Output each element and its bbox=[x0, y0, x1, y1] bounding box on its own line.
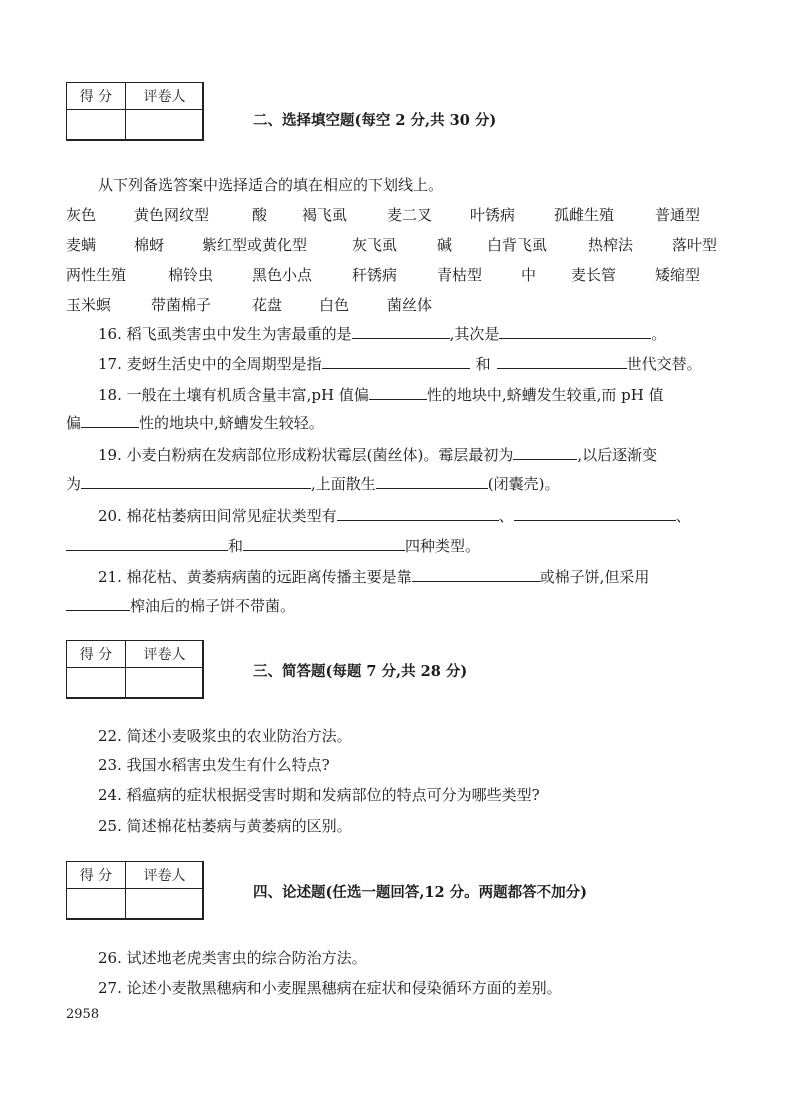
option: 麦二叉 bbox=[387, 206, 433, 224]
option: 灰飞虱 bbox=[352, 236, 398, 254]
score-box-section3 bbox=[66, 640, 203, 698]
question-24: 24. 稻瘟病的症状根据受害时期和发病部位的特点可分为哪些类型? bbox=[98, 786, 540, 804]
grader-cell[interactable] bbox=[126, 109, 203, 140]
section3-title: 三、简答题(每题 7 分,共 28 分) bbox=[253, 663, 468, 680]
question-18: 18. 一般在土壤有机质含量丰富,pH 值偏 性的地块中,蛴螬发生较重,而 pH 值 bbox=[98, 386, 664, 404]
score-cell[interactable] bbox=[66, 109, 126, 140]
grader-label: 评卷人 bbox=[126, 640, 203, 667]
option: 碱 bbox=[437, 236, 453, 254]
answer-blank[interactable] bbox=[497, 354, 627, 369]
answer-blank[interactable] bbox=[376, 474, 488, 489]
score-label: 得 分 bbox=[66, 640, 126, 667]
answer-blank[interactable] bbox=[322, 354, 470, 369]
option: 紫红型或黄化型 bbox=[202, 236, 308, 254]
score-cell[interactable] bbox=[66, 888, 126, 919]
option: 黄色网纹型 bbox=[134, 206, 210, 224]
page-number: 2958 bbox=[66, 1007, 100, 1022]
answer-blank[interactable] bbox=[66, 596, 130, 611]
question-20: 20. 棉花枯萎病田间常见症状类型有 、 、 bbox=[98, 507, 691, 525]
score-label: 得 分 bbox=[66, 82, 126, 109]
section2-instruction: 从下列备选答案中选择适合的填在相应的下划线上。 bbox=[98, 176, 444, 194]
option: 热榨法 bbox=[588, 236, 634, 254]
question-19-cont: 为 ,上面散生 (闭囊壳)。 bbox=[66, 475, 560, 493]
question-19: 19. 小麦白粉病在发病部位形成粉状霉层(菌丝体)。霉层最初为 ,以后逐渐变 bbox=[98, 446, 658, 464]
option: 玉米螟 bbox=[66, 296, 112, 314]
answer-blank[interactable] bbox=[514, 506, 676, 521]
answer-blank[interactable] bbox=[337, 506, 499, 521]
option: 矮缩型 bbox=[655, 266, 701, 284]
question-18-cont: 偏 性的地块中,蛴螬发生较轻。 bbox=[66, 414, 324, 432]
grader-cell[interactable] bbox=[126, 667, 203, 698]
question-26: 26. 试述地老虎类害虫的综合防治方法。 bbox=[98, 949, 367, 967]
question-17: 17. 麦蚜生活史中的全周期型是指 和 世代交替。 bbox=[98, 355, 702, 373]
question-22: 22. 简述小麦吸浆虫的农业防治方法。 bbox=[98, 727, 352, 745]
answer-blank[interactable] bbox=[66, 536, 228, 551]
option: 花盘 bbox=[252, 296, 283, 314]
option: 灰色 bbox=[66, 206, 97, 224]
question-20-cont: 和 四种类型。 bbox=[66, 536, 480, 556]
option: 秆锈病 bbox=[352, 266, 398, 284]
option: 棉蚜 bbox=[134, 236, 165, 254]
option: 两性生殖 bbox=[66, 266, 127, 284]
option: 带菌棉子 bbox=[151, 296, 212, 314]
score-box-section4 bbox=[66, 861, 203, 919]
question-25: 25. 简述棉花枯萎病与黄萎病的区别。 bbox=[98, 817, 352, 835]
option: 褐飞虱 bbox=[302, 206, 348, 224]
answer-blank[interactable] bbox=[412, 567, 540, 582]
option: 麦螨 bbox=[66, 236, 97, 254]
option: 白色 bbox=[319, 296, 350, 314]
grader-label: 评卷人 bbox=[126, 82, 203, 109]
answer-blank[interactable] bbox=[81, 413, 139, 428]
grader-cell[interactable] bbox=[126, 888, 203, 919]
option: 孤雌生殖 bbox=[554, 206, 615, 224]
option: 普通型 bbox=[655, 206, 701, 224]
option: 菌丝体 bbox=[387, 296, 433, 314]
answer-blank[interactable] bbox=[352, 324, 450, 339]
score-box-section2 bbox=[66, 82, 203, 140]
option: 叶锈病 bbox=[470, 206, 516, 224]
section4-title: 四、论述题(任选一题回答,12 分。两题都答不加分) bbox=[253, 884, 587, 901]
answer-blank[interactable] bbox=[513, 445, 577, 460]
answer-blank[interactable] bbox=[243, 536, 405, 551]
option: 棉铃虫 bbox=[168, 266, 214, 284]
question-16: 16. 稻飞虱类害虫中发生为害最重的是 ,其次是 。 bbox=[98, 325, 667, 343]
option: 中 bbox=[521, 266, 537, 284]
score-label: 得 分 bbox=[66, 861, 126, 888]
question-21-cont: 榨油后的棉子饼不带菌。 bbox=[66, 596, 295, 616]
option: 麦长管 bbox=[571, 266, 617, 284]
section2-title: 二、选择填空题(每空 2 分,共 30 分) bbox=[253, 112, 497, 129]
option: 白背飞虱 bbox=[487, 236, 548, 254]
question-21: 21. 棉花枯、黄萎病病菌的远距离传播主要是靠 或棉子饼,但采用 bbox=[98, 568, 650, 586]
answer-blank[interactable] bbox=[499, 324, 651, 339]
option: 落叶型 bbox=[672, 236, 718, 254]
answer-blank[interactable] bbox=[369, 385, 427, 400]
answer-blank[interactable] bbox=[81, 474, 311, 489]
question-23: 23. 我国水稻害虫发生有什么特点? bbox=[98, 756, 330, 774]
option: 黑色小点 bbox=[252, 266, 313, 284]
option: 酸 bbox=[252, 206, 268, 224]
question-27: 27. 论述小麦散黑穗病和小麦腥黑穗病在症状和侵染循环方面的差别。 bbox=[98, 979, 562, 997]
option: 青枯型 bbox=[437, 266, 483, 284]
grader-label: 评卷人 bbox=[126, 861, 203, 888]
score-cell[interactable] bbox=[66, 667, 126, 698]
